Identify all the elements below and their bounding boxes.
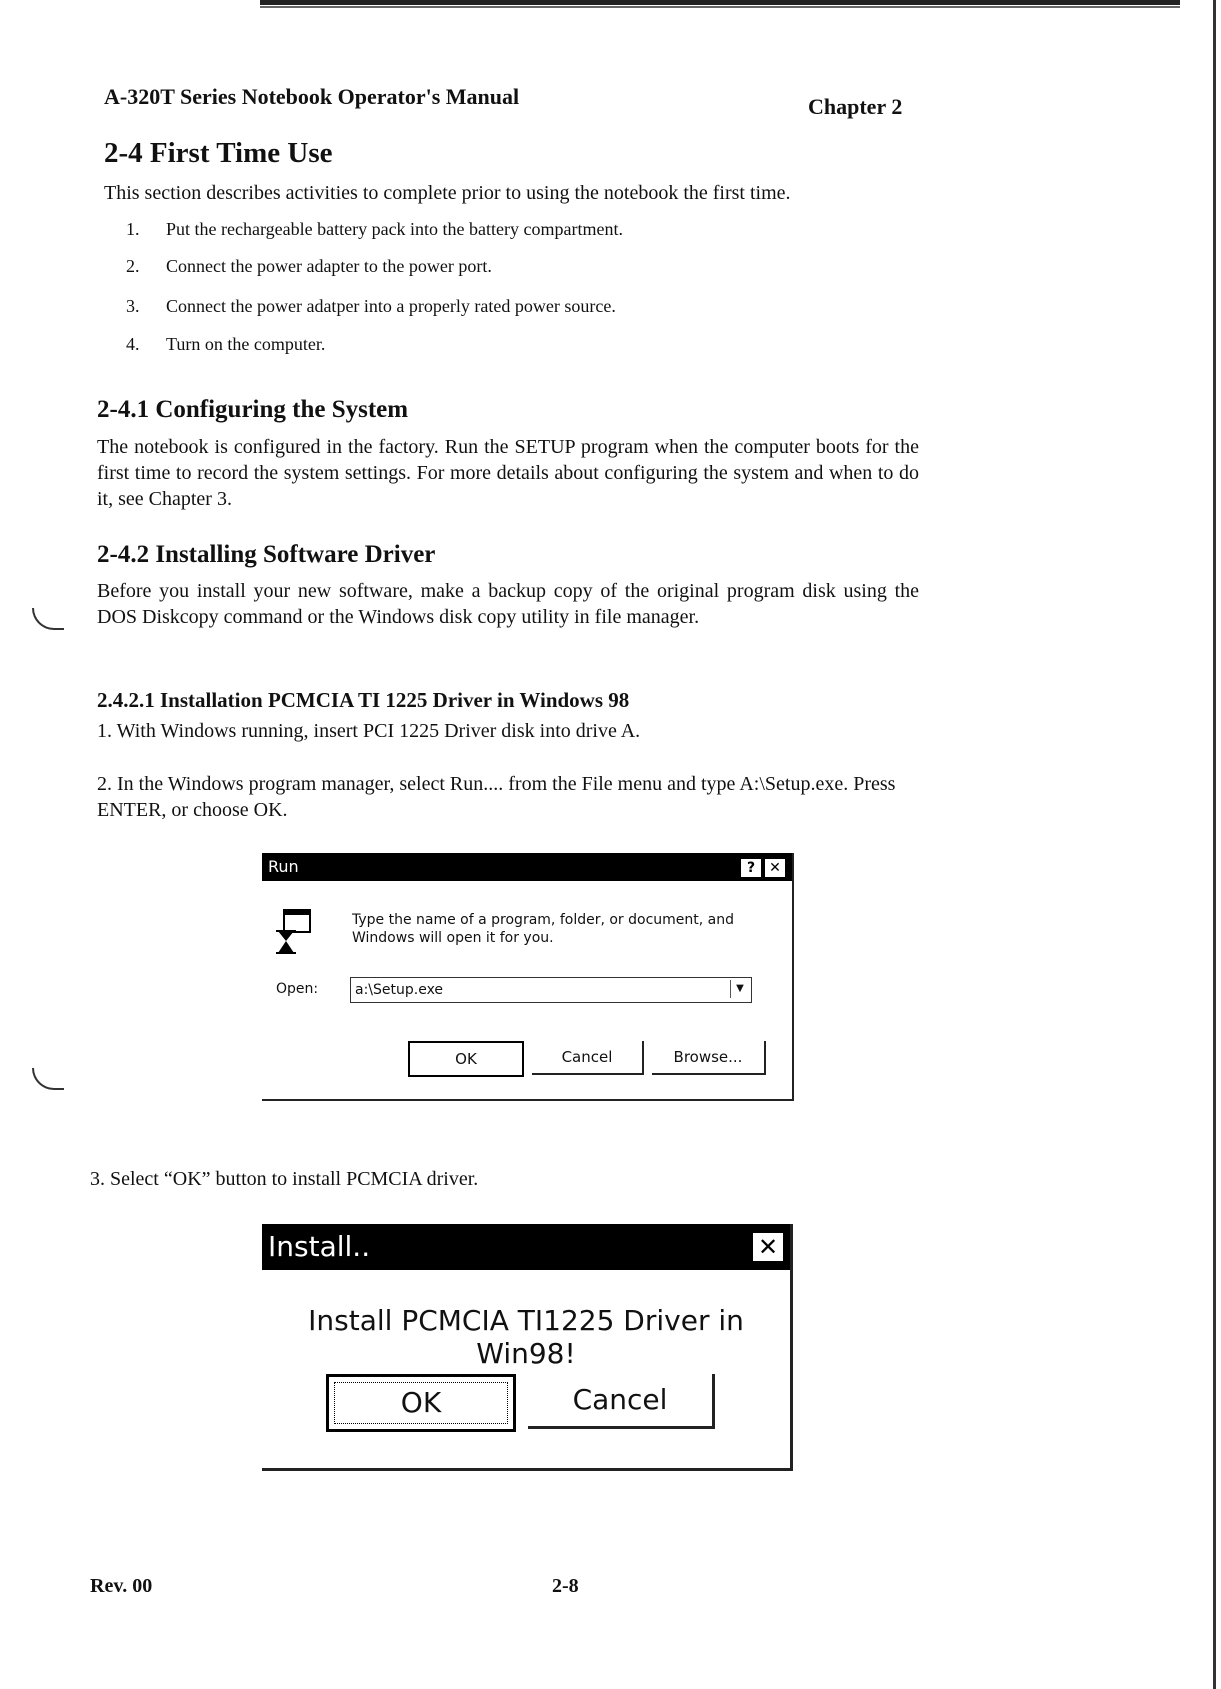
program-icon — [274, 909, 312, 955]
browse-button[interactable]: Browse... — [652, 1041, 766, 1075]
pcmcia-step-1: 1. With Windows running, insert PCI 1225 Driver disk into drive A. — [97, 720, 641, 742]
run-dialog — [262, 853, 794, 1101]
section-intro: This section describes activities to complete prior to using the notebook the first time. — [104, 182, 791, 204]
section-title: 2-4 First Time Use — [104, 137, 333, 169]
open-label: Open: — [276, 981, 319, 997]
chapter-label: Chapter 2 — [808, 94, 903, 119]
install-dialog-message: Install PCMCIA TI1225 Driver in Win98! — [308, 1304, 744, 1370]
run-dialog-message: Type the name of a program, folder, or document, and Windows will open it for you. — [352, 912, 735, 946]
close-button[interactable]: ✕ — [764, 858, 786, 878]
pcmcia-step-3: 3. Select “OK” button to install PCMCIA driver. — [90, 1168, 479, 1190]
page-number: 2-8 — [552, 1575, 579, 1597]
ok-button[interactable] — [326, 1374, 516, 1432]
config-title: 2-4.1 Configuring the System — [97, 396, 409, 423]
ok-label: OK — [400, 1386, 442, 1419]
cancel-button[interactable]: Cancel — [532, 1041, 644, 1075]
top-rule — [260, 0, 1180, 5]
driver-body: Before you install your new software, make a backup copy of the original program disk using the DOS Diskcopy command or the Windows disk copy utility in file manager. — [97, 580, 919, 628]
close-button[interactable]: ✕ — [752, 1232, 784, 1262]
page-edge — [1213, 0, 1216, 1689]
list-item: 4. Turn on the computer. — [126, 334, 326, 354]
list-item: 1. Put the rechargeable battery pack into the battery compartment. — [126, 219, 623, 239]
cancel-button[interactable]: Cancel — [528, 1374, 715, 1429]
ok-button[interactable]: OK — [408, 1041, 524, 1077]
install-dialog-titlebar — [262, 1224, 790, 1270]
pcmcia-title: 2.4.2.1 Installation PCMCIA TI 1225 Driver in Windows 98 — [97, 688, 630, 712]
margin-mark — [32, 1068, 64, 1090]
install-dialog-title: Install.. — [268, 1230, 371, 1263]
driver-title: 2-4.2 Installing Software Driver — [97, 541, 436, 568]
focus-rect — [334, 1382, 508, 1424]
open-combobox[interactable] — [350, 977, 752, 1003]
install-dialog — [262, 1224, 793, 1471]
list-item: 3. Connect the power adatper into a properly rated power source. — [126, 296, 616, 316]
revision: Rev. 00 — [90, 1575, 153, 1597]
top-rule-thin — [260, 6, 1180, 8]
pcmcia-step-2: 2. In the Windows program manager, select Run.... from the File menu and type A:\Setup.exe. Press ENTER, or choose OK. — [97, 773, 896, 821]
run-dialog-titlebar — [262, 853, 792, 881]
manual-title: A-320T Series Notebook Operator's Manual — [104, 84, 520, 109]
config-body: The notebook is configured in the factory. Run the SETUP program when the computer boots for the first time to record the system settings. For more details about configuring the system and when to do it, see Chapter 3. — [97, 436, 919, 510]
margin-mark — [32, 608, 64, 630]
help-button[interactable]: ? — [740, 858, 762, 878]
chevron-down-icon[interactable]: ▼ — [730, 980, 749, 998]
list-item: 2. Connect the power adapter to the power port. — [126, 256, 492, 276]
run-dialog-title: Run — [268, 857, 299, 876]
open-input[interactable]: a:\Setup.exe — [355, 982, 444, 998]
